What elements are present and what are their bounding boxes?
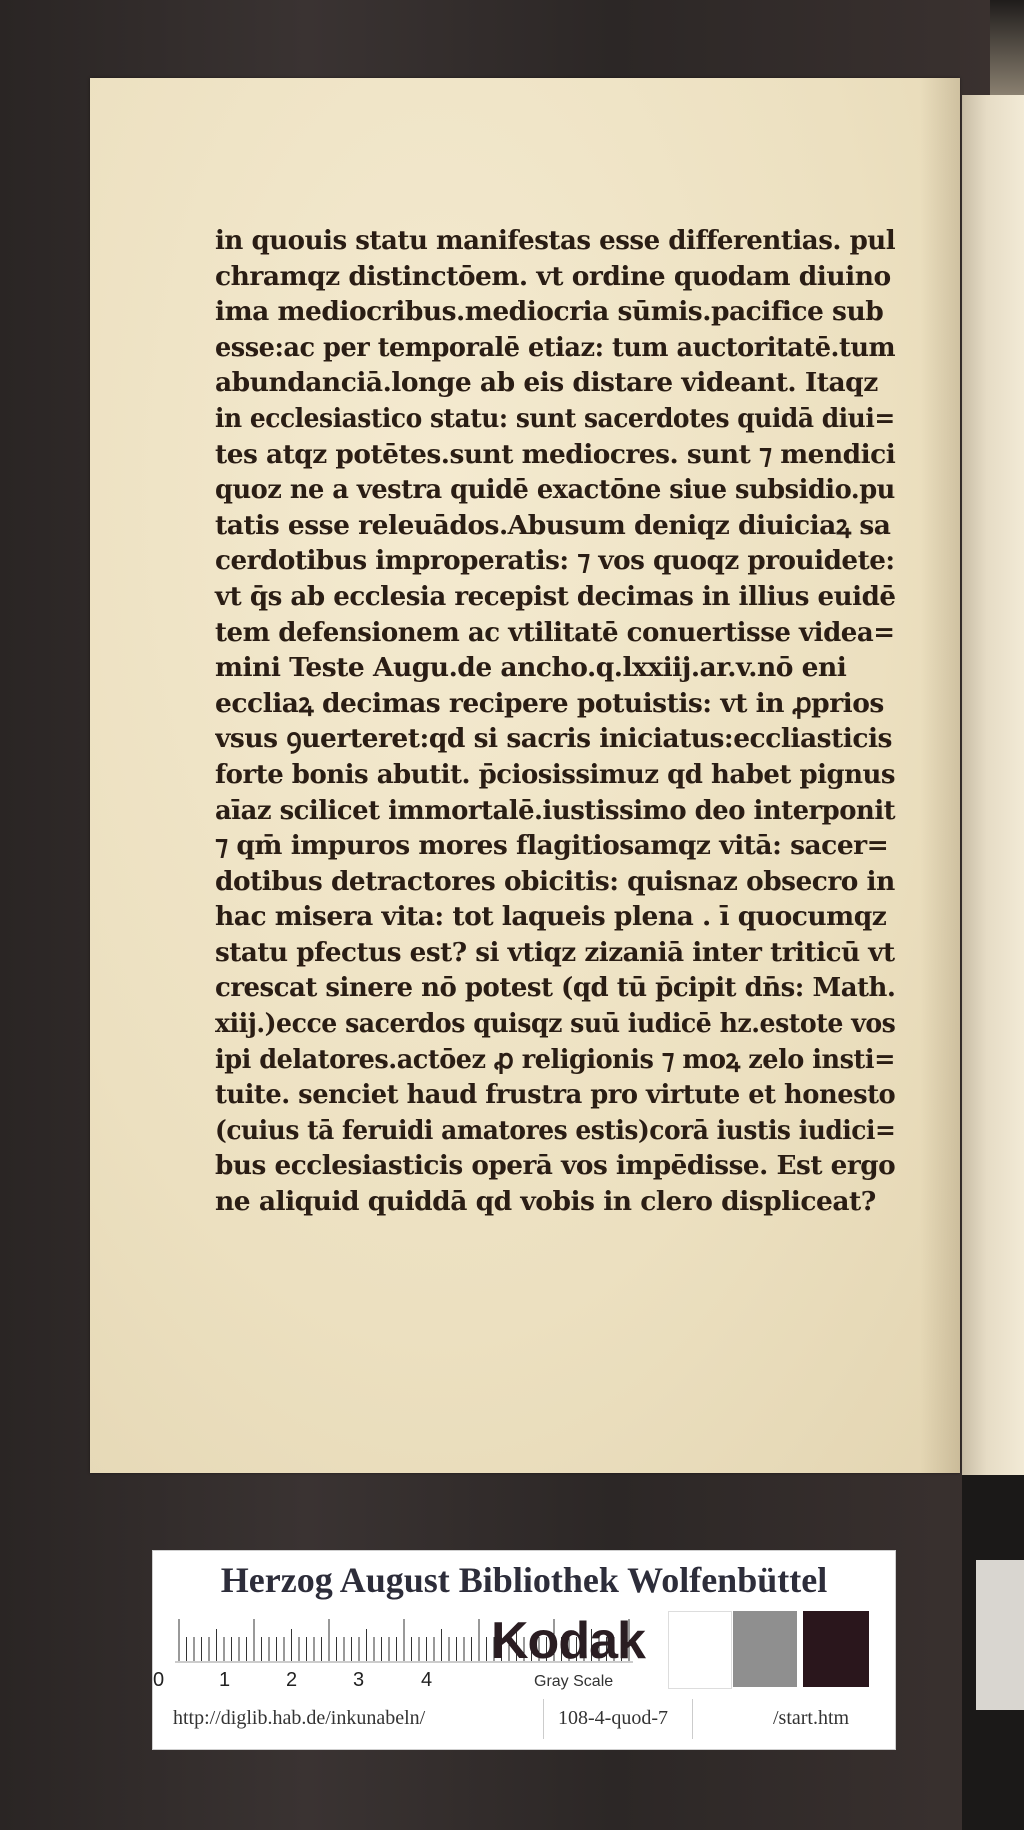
text-line: vt q̄s ab ecclesia recepist decimas in illius euidē bbox=[215, 580, 896, 612]
library-title: Herzog August Bibliothek Wolfenbüttel bbox=[220, 1560, 828, 1600]
white-patch bbox=[668, 1611, 732, 1689]
text-line: eccliaꝝ decimas recipere potuistis: vt in ꝓprios bbox=[215, 687, 884, 719]
text-line: ipi delatores.actōez ꝓ religionis ⁊ moꝝ zelo insti= bbox=[215, 1043, 896, 1075]
color-target-card bbox=[152, 1550, 896, 1750]
text-line: cerdotibus improperatis: ⁊ vos quoqz prouidete: bbox=[215, 545, 895, 577]
text-line: ne aliquid quiddā qd vobis in clero displiceat? bbox=[215, 1186, 876, 1218]
gray-scale-label: Gray Scale bbox=[534, 1673, 614, 1690]
kodak-logo: Kodak bbox=[491, 1612, 645, 1670]
text-line: dotibus detractores obicitis: quisnaz obsecro in bbox=[215, 865, 895, 897]
text-line: hac misera vita: tot laqueis plena . ī quocumqz bbox=[215, 901, 887, 933]
adjacent-page-edge bbox=[962, 95, 1024, 1475]
url-right: /start.htm bbox=[773, 1707, 850, 1729]
ruler-number: 0 bbox=[153, 1669, 165, 1691]
text-line: tuite. senciet haud frustra pro virtute et honesto bbox=[215, 1079, 896, 1111]
text-line: xiij.)ecce sacerdos quisqz suū iudicē hz.estote vos bbox=[215, 1008, 896, 1040]
adjacent-label-strip bbox=[976, 1560, 1024, 1710]
text-line: tatis esse releuādos.Abusum deniqz diuiciaꝝ sa bbox=[215, 509, 891, 541]
text-line: esse:ac per temporalē etiaz: tum auctoritatē.tum bbox=[215, 331, 896, 363]
text-line: in ecclesiastico statu: sunt sacerdotes quidā diui= bbox=[215, 402, 895, 434]
text-line: aīaz scilicet immortalē.iustissimo deo interponit bbox=[215, 794, 896, 826]
text-line: forte bonis abutit. p̄ciosissimuz qd habet pignus bbox=[215, 758, 896, 790]
url-left: http://diglib.hab.de/inkunabeln/ bbox=[173, 1707, 426, 1729]
text-line: mini Teste Augu.de ancho.q.lxxiij.ar.v.nō eni bbox=[215, 652, 847, 684]
text-line: vsus ꝯuerteret:qd si sacris iniciatus:eccliasticis bbox=[215, 723, 892, 755]
text-line: crescat sinere nō potest (qd tū p̄cipit dn̄s: Math. bbox=[215, 972, 896, 1004]
shelfmark: 108-4-quod-7 bbox=[558, 1707, 668, 1729]
ruler-number: 4 bbox=[421, 1669, 433, 1691]
page-text-block bbox=[215, 223, 895, 1220]
book-page bbox=[90, 78, 960, 1473]
text-line: abundanciā.longe ab eis distare videant. Itaqz bbox=[215, 367, 878, 399]
text-line: ima mediocribus.mediocria sūmis.pacifice sub bbox=[215, 296, 884, 328]
gray-patch bbox=[733, 1611, 797, 1687]
page-gutter-shade bbox=[920, 78, 960, 1473]
text-line: ⁊ qm̄ impuros mores flagitiosamqz vitā: sacer= bbox=[215, 830, 889, 862]
text-line: (cuius tā feruidi amatores estis)corā iustis iudici= bbox=[215, 1114, 896, 1146]
text-line: chramqz distinctōem. vt ordine quodam diuino bbox=[215, 260, 891, 292]
ruler-number: 1 bbox=[219, 1669, 231, 1691]
ruler-number: 2 bbox=[286, 1669, 298, 1691]
text-line: tem defensionem ac vtilitatē conuertisse videa= bbox=[215, 616, 895, 648]
ruler-number: 3 bbox=[353, 1669, 365, 1691]
text-line: quoz ne a vestra quidē exactōne siue subsidio.pu bbox=[215, 474, 895, 506]
text-line: bus ecclesiasticis operā vos impēdisse. Est ergo bbox=[215, 1150, 896, 1182]
dark-patch bbox=[803, 1611, 869, 1687]
text-line: tes atqz potētes.sunt mediocres. sunt ⁊ mendici bbox=[215, 438, 896, 470]
adjacent-page-edge-top bbox=[990, 0, 1024, 95]
text-line: statu pfectus est? si vtiqz zizaniā inter triticū vt bbox=[215, 936, 895, 968]
text-line: in quouis statu manifestas esse differentias. pul bbox=[215, 225, 896, 256]
